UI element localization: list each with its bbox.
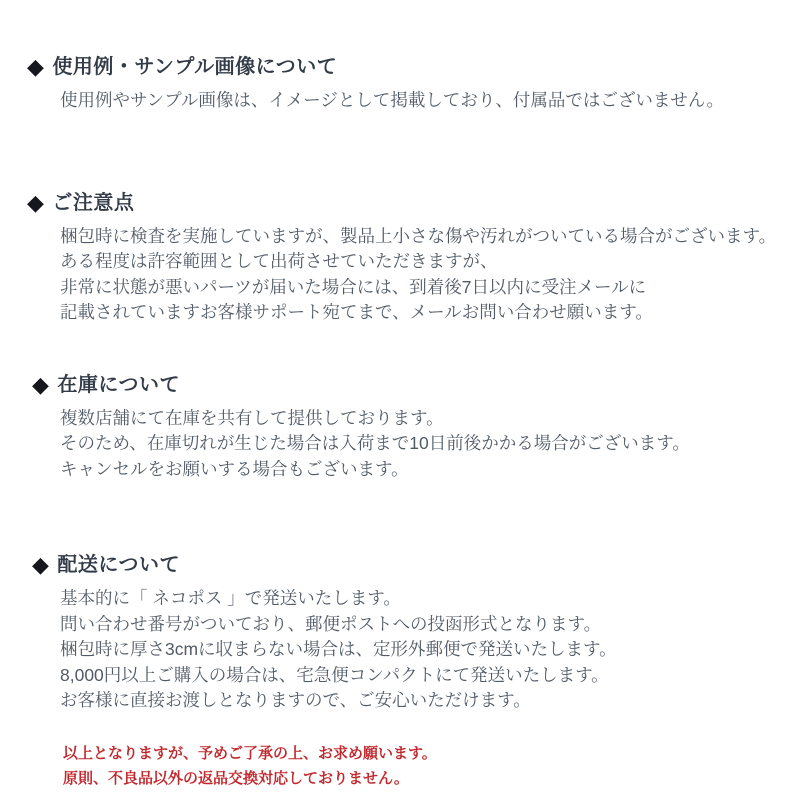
body-line: 問い合わせ番号がついており、郵便ポストへの投函形式となります。 [60,613,602,634]
section-heading [0,54,800,80]
section-heading [0,372,800,398]
body-line: 複数店舗にて在庫を共有して提供しております。 [60,407,444,428]
section-title: 使用例・サンプル画像について [52,56,338,78]
body-line: 基本的に「 ネコポス 」で発送いたします。 [60,588,401,608]
section-heading [0,190,800,216]
diamond-bullet-icon: ◆ [27,189,45,215]
section-shipping [0,552,800,714]
section-sample-images [0,54,800,114]
warning-text [0,741,800,791]
body-line: お客様に直接お渡しとなりますので、ご安心いただけます。 [60,690,531,710]
section-body [0,88,800,114]
section-body [0,586,800,714]
body-line: 8,000円以上ご購入の場合は、宅急便コンパクトにて発送いたします。 [60,664,609,685]
diamond-bullet-icon: ◆ [32,552,50,577]
body-line: 梱包時に検査を実施していますが、製品上小さな傷や汚れがついている場合がございます。 [60,225,777,246]
section-title: ご注意点 [52,191,135,214]
section-body [0,406,800,483]
body-line: 使用例やサンプル画像は、イメージとして掲載しており、付属品ではございません。 [60,90,724,110]
diamond-bullet-icon: ◆ [32,371,50,397]
body-line: そのため、在庫切れが生じた場合は入荷まで10日前後かかる場合がございます。 [60,433,690,453]
body-line: 非常に状態が悪いパーツが届いた場合には、到着後7日以内に受注メールに [60,276,647,297]
body-line: 記載されていますお客様サポート宛てまで、メールお問い合わせ願います。 [60,302,653,322]
body-line: キャンセルをお願いする場合もございます。 [60,458,409,479]
warning-line: 以上となりますが、予めご了承の上、お求め願います。 [63,744,437,762]
section-stock [0,372,800,483]
section-cautions [0,190,800,326]
section-heading [0,552,800,578]
section-title: 配送について [57,554,181,576]
diamond-bullet-icon: ◆ [27,54,45,79]
warning-line: 原則、不良品以外の返品交換対応しておりません。 [63,769,409,787]
body-line: 梱包時に厚さ3cmに収まらない場合は、定形外郵便で発送いたします。 [60,639,617,659]
section-body [0,224,800,326]
body-line: ある程度は許容範囲として出荷させていただきますが、 [60,251,498,271]
section-title: 在庫について [57,373,181,396]
